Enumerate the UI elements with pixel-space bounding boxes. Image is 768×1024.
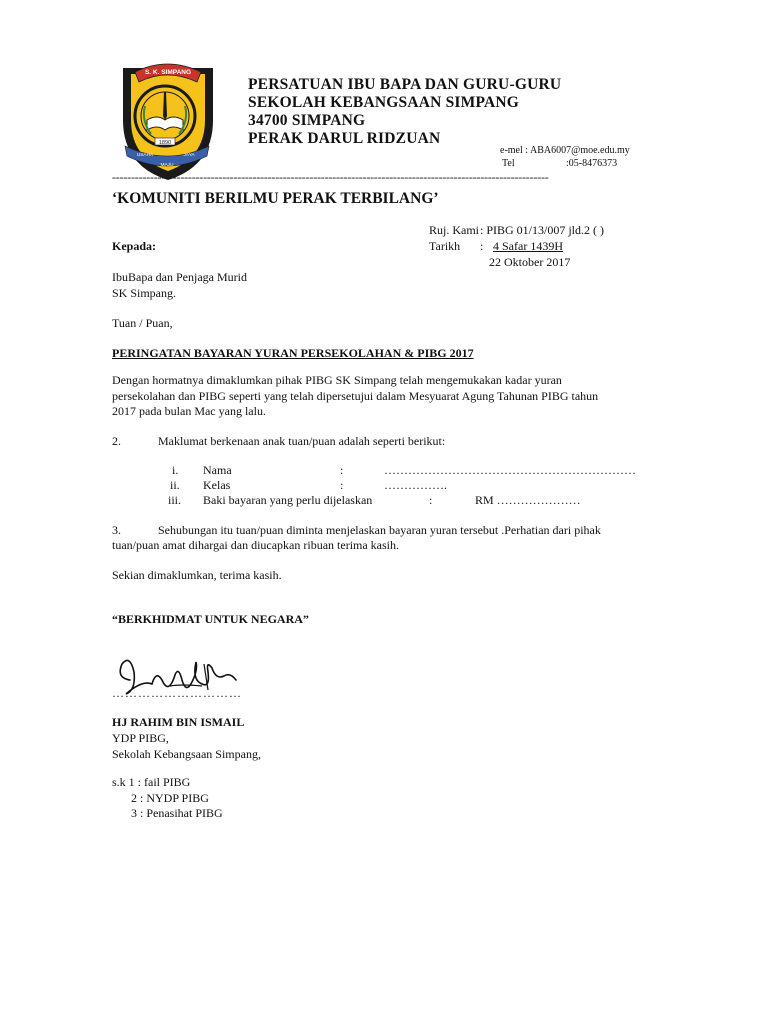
header-postcode: 34700 SIMPANG (248, 112, 366, 129)
crest-year: 1890 (158, 140, 172, 146)
closing-line: Sekian dimaklumkan, terima kasih. (112, 568, 282, 582)
field-baki-number: iii. (168, 493, 182, 507)
field-baki-label: Baki bayaran yang perlu dijelaskan (203, 493, 373, 507)
slogan: ‘KOMUNITI BERILMU PERAK TERBILANG’ (112, 190, 439, 207)
motto: “BERKHIDMAT UNTUK NEGARA” (112, 612, 309, 626)
para2-text: Maklumat berkenaan anak tuan/puan adalah seperti berikut: (158, 434, 446, 448)
header-tel-value: :05-8476373 (566, 158, 618, 169)
header-divider: ------------------------------------------------------------------------------------------------------------------- (112, 170, 549, 184)
date-colon: : (480, 239, 484, 253)
field-baki-blank: RM ………………… (475, 493, 581, 507)
field-kelas-colon: : (340, 478, 344, 492)
recipient-line2: SK Simpang. (112, 286, 177, 300)
para3-line2: tuan/puan amat dihargai dan diucapkan ribuan terima kasih. (112, 538, 400, 552)
field-nama-colon: : (340, 463, 344, 477)
ref-value: : PIBG 01/13/007 jld.2 ( ) (480, 223, 605, 237)
signatory-name: HJ RAHIM BIN ISMAIL (112, 715, 245, 729)
ref-label: Ruj. Kami (429, 223, 479, 237)
signatory-title: YDP PIBG, (112, 731, 169, 745)
cc-item-3: 3 : Penasihat PIBG (131, 806, 223, 820)
subject-heading: PERINGATAN BAYARAN YURAN PERSEKOLAHAN & PIBG 2017 (112, 346, 474, 360)
crest-motto-bottom: MAJU (160, 163, 174, 168)
recipient-label: Kepada: (112, 239, 157, 253)
salutation: Tuan / Puan, (112, 316, 173, 330)
header-tel-label: Tel (502, 158, 515, 169)
para1-line3: 2017 pada bulan Mac yang lalu. (112, 404, 266, 418)
field-baki-colon: : (429, 493, 433, 507)
header-email: e-mel : ABA6007@moe.edu.my (500, 145, 630, 156)
header-school-name: SEKOLAH KEBANGSAAN SIMPANG (248, 94, 520, 111)
signature-dots: ………………………… (112, 686, 242, 700)
cc-item-2: 2 : NYDP PIBG (131, 791, 209, 805)
recipient-line1: IbuBapa dan Penjaga Murid (112, 270, 247, 284)
header-org-name: PERSATUAN IBU BAPA DAN GURU-GURU (248, 76, 562, 93)
para2-number: 2. (112, 434, 121, 448)
para1-line1: Dengan hormatnya dimaklumkan pihak PIBG SK Simpang telah mengemukakan kadar yuran (112, 373, 562, 387)
crest-motto-left: USAHA (136, 153, 154, 158)
date-gregorian: 22 Oktober 2017 (489, 255, 571, 269)
signatory-org: Sekolah Kebangsaan Simpang, (112, 747, 261, 761)
crest-banner-text: S. K. SIMPANG (144, 69, 192, 76)
field-nama-label: Nama (203, 463, 232, 477)
para1-line2: persekolahan dan PIBG seperti yang telah dipersetujui dalam Mesyuarat Agung Tahunan PIBG tahun (112, 389, 599, 403)
para3-number: 3. (112, 523, 121, 537)
school-crest-logo (117, 58, 219, 182)
field-nama-number: i. (172, 463, 179, 477)
header-state: PERAK DARUL RIDZUAN (248, 130, 441, 147)
field-kelas-number: ii. (170, 478, 180, 492)
date-label: Tarikh (429, 239, 461, 253)
field-kelas-label: Kelas (203, 478, 231, 492)
field-kelas-blank: ……………. (384, 478, 447, 492)
field-nama-blank: ……………………………………………………… (384, 463, 636, 477)
crest-motto-right: JAYA (183, 153, 195, 158)
date-hijri: 4 Safar 1439H (493, 239, 563, 253)
cc-item-1: s.k 1 : fail PIBG (112, 775, 191, 789)
para3-line1: Sehubungan itu tuan/puan diminta menjelaskan bayaran yuran tersebut .Perhatian dari pihak (158, 523, 601, 537)
